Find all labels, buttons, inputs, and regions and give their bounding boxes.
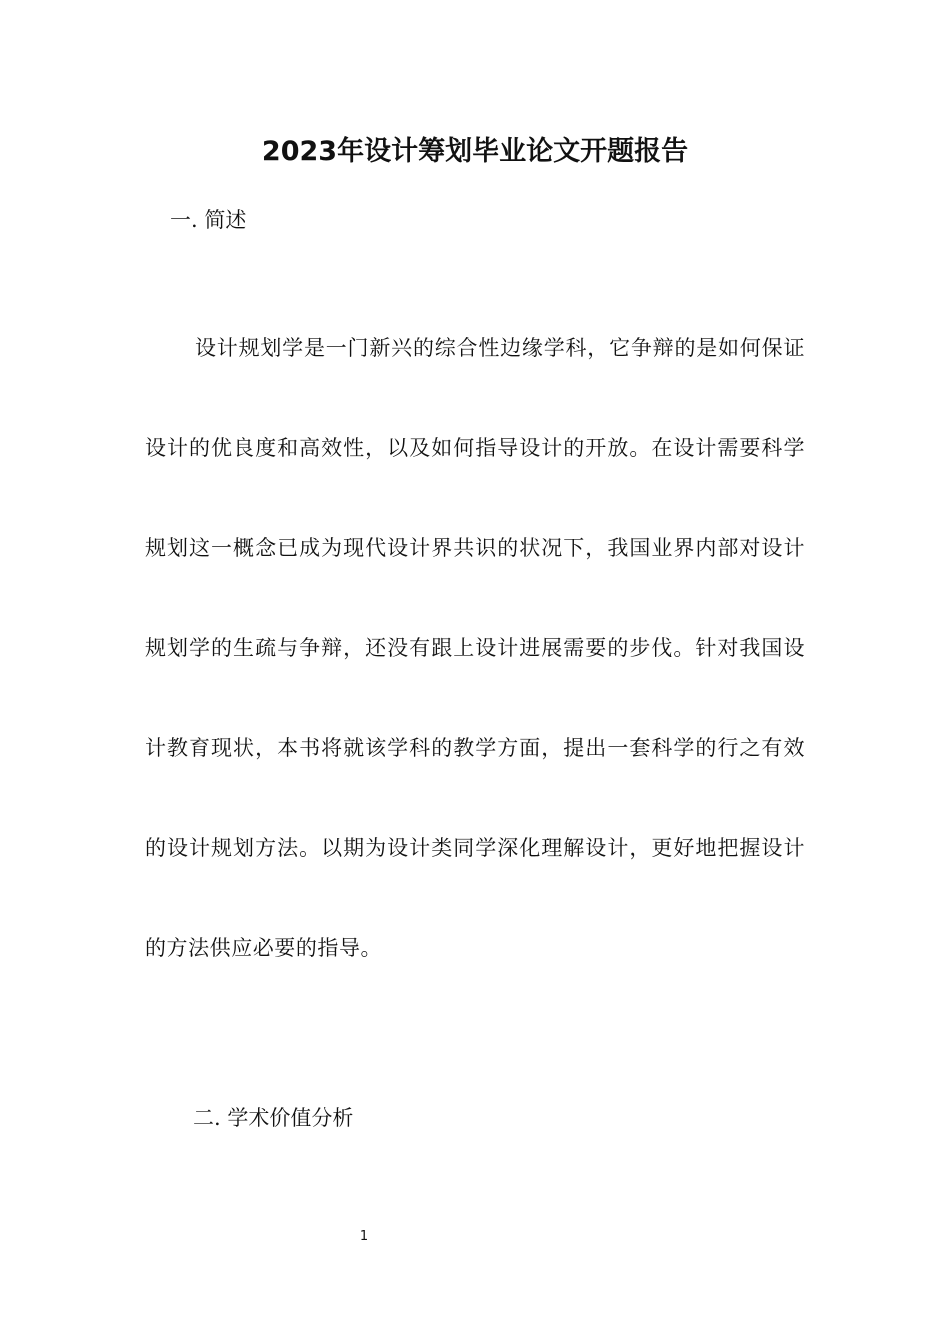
- document-title: 2023年设计筹划毕业论文开题报告: [261, 136, 689, 167]
- section-heading-academic-value: 二. 学术价值分析: [193, 1106, 354, 1130]
- page-number: 1: [359, 1229, 369, 1244]
- overview-paragraph: 设计规划学是一门新兴的综合性边缘学科，它争辩的是如何保证设计的优良度和高效性，以及如何指导设计的开放。在设计需要科学规划这一概念已成为现代设计界共识的状况下，我国业界内部对设计规划学的生疏与争辩，还没有跟上设计进展需要的步伐。针对我国设计教育现状，本书将就该学科的教学方面，提出一套科学的行之有效的设计规划方法。以期为设计类同学深化理解设计，更好地把握设计的方法供应必要的指导。: [145, 336, 805, 960]
- section-heading-overview: 一. 简述: [170, 208, 247, 232]
